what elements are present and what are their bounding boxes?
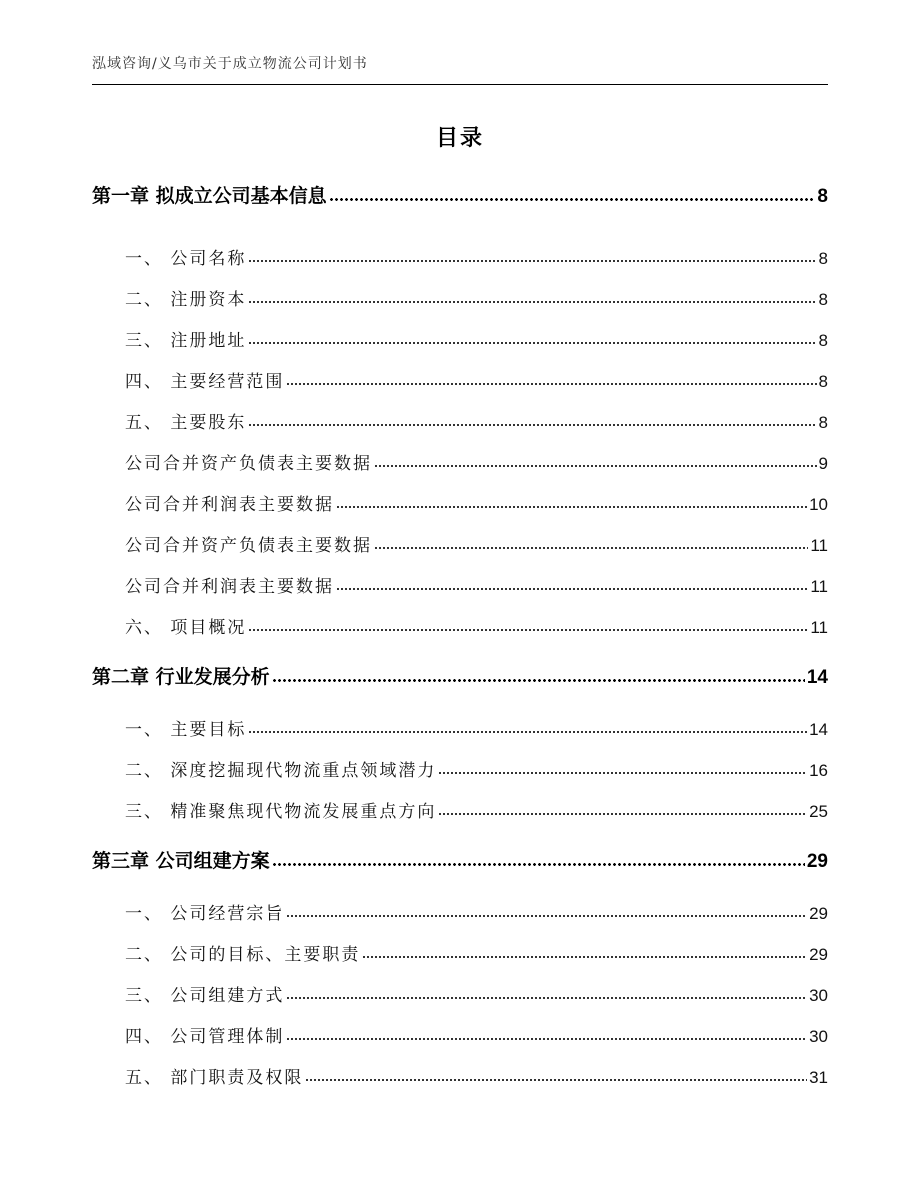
toc-entry-page: 29 xyxy=(809,904,828,923)
toc-entry-label: 一、 公司经营宗旨 xyxy=(125,904,285,924)
toc-entry-label: 第一章 拟成立公司基本信息 xyxy=(92,185,327,207)
toc-section-logistics-potential[interactable] xyxy=(125,755,828,781)
dot-leader xyxy=(248,340,816,345)
toc-title: 目录 xyxy=(435,126,484,151)
toc-entry-label: 第三章 公司组建方案 xyxy=(92,850,270,872)
toc-entry-label: 公司合并利润表主要数据 xyxy=(125,577,334,597)
dot-leader xyxy=(248,258,816,263)
toc-entry-label: 三、 注册地址 xyxy=(125,331,247,351)
toc-chapter-3[interactable] xyxy=(92,847,828,873)
dot-leader xyxy=(305,1077,807,1082)
dot-leader xyxy=(438,770,807,775)
toc-section-balance-sheet-2[interactable] xyxy=(125,530,828,556)
toc-chapter-1[interactable] xyxy=(92,182,828,208)
toc-entry-label: 二、 注册资本 xyxy=(125,290,247,310)
dot-leader xyxy=(438,811,807,816)
toc-entry-page: 30 xyxy=(809,986,828,1005)
toc-entry-label: 五、 主要股东 xyxy=(125,413,247,433)
toc-section-shareholders[interactable] xyxy=(125,407,828,433)
toc-section-main-goals[interactable] xyxy=(125,714,828,740)
toc-section-project-overview[interactable] xyxy=(125,612,828,638)
toc-entry-label: 二、 深度挖掘现代物流重点领域潜力 xyxy=(125,761,437,781)
toc-entry-label: 四、 公司管理体制 xyxy=(125,1027,285,1047)
toc-section-balance-sheet[interactable] xyxy=(125,448,828,474)
toc-section-income-statement-2[interactable] xyxy=(125,571,828,597)
toc-entry-label: 第二章 行业发展分析 xyxy=(92,666,270,688)
toc-section-formation-method[interactable] xyxy=(125,980,828,1006)
toc-entry-label: 四、 主要经营范围 xyxy=(125,372,285,392)
dot-leader xyxy=(286,381,816,386)
toc-entry-page: 8 xyxy=(818,372,828,391)
toc-entry-page: 29 xyxy=(809,945,828,964)
toc-entry-page: 8 xyxy=(818,290,828,309)
toc-entry-page: 10 xyxy=(809,495,828,514)
toc-entry-page: 11 xyxy=(810,536,828,555)
toc-entry-page: 8 xyxy=(818,413,828,432)
toc-entry-label: 公司合并资产负债表主要数据 xyxy=(125,536,372,556)
dot-leader xyxy=(362,954,807,959)
toc-chapter-2[interactable] xyxy=(92,663,828,689)
toc-entry-page: 8 xyxy=(818,249,828,268)
toc-entry-label: 公司合并利润表主要数据 xyxy=(125,495,334,515)
dot-leader xyxy=(336,586,808,591)
toc-entry-label: 六、 项目概况 xyxy=(125,618,247,638)
toc-section-management-system[interactable] xyxy=(125,1021,828,1047)
dot-leader xyxy=(248,422,816,427)
toc-entry-label: 一、 公司名称 xyxy=(125,249,247,269)
toc-section-company-name[interactable] xyxy=(125,243,828,269)
toc-entry-page: 8 xyxy=(818,331,828,350)
toc-entry-label: 公司合并资产负债表主要数据 xyxy=(125,454,372,474)
toc-entry-label: 三、 公司组建方式 xyxy=(125,986,285,1006)
toc-section-business-purpose[interactable] xyxy=(125,898,828,924)
toc-entry-label: 五、 部门职责及权限 xyxy=(125,1068,304,1088)
toc-section-department-duties[interactable] xyxy=(125,1062,828,1088)
dot-leader xyxy=(286,995,807,1000)
toc-entry-page: 11 xyxy=(810,618,828,637)
header-divider xyxy=(92,84,828,85)
dot-leader xyxy=(374,463,817,468)
dot-leader xyxy=(286,913,807,918)
running-header: 泓域咨询/义乌市关于成立物流公司计划书 xyxy=(92,56,368,72)
toc-entry-label: 一、 主要目标 xyxy=(125,720,247,740)
toc-entry-page: 16 xyxy=(809,761,828,780)
toc-entry-page: 14 xyxy=(806,667,828,688)
toc-entry-page: 30 xyxy=(809,1027,828,1046)
dot-leader xyxy=(329,197,816,202)
toc-section-business-scope[interactable] xyxy=(125,366,828,392)
toc-section-registered-capital[interactable] xyxy=(125,284,828,310)
dot-leader xyxy=(336,504,807,509)
toc-entry-page: 29 xyxy=(806,851,828,872)
dot-leader xyxy=(272,678,805,683)
toc-section-goals-duties[interactable] xyxy=(125,939,828,965)
toc-entry-page: 9 xyxy=(818,454,828,473)
toc-entry-page: 14 xyxy=(809,720,828,739)
toc-entry-page: 31 xyxy=(809,1068,828,1087)
dot-leader xyxy=(272,862,805,867)
toc-entry-label: 二、 公司的目标、主要职责 xyxy=(125,945,361,965)
toc-section-logistics-direction[interactable] xyxy=(125,796,828,822)
dot-leader xyxy=(248,627,808,632)
toc-section-registered-address[interactable] xyxy=(125,325,828,351)
toc-entry-page: 11 xyxy=(810,577,828,596)
toc-section-income-statement[interactable] xyxy=(125,489,828,515)
dot-leader xyxy=(374,545,808,550)
dot-leader xyxy=(248,299,816,304)
toc-entry-page: 25 xyxy=(809,802,828,821)
dot-leader xyxy=(286,1036,807,1041)
toc-entry-label: 三、 精准聚焦现代物流发展重点方向 xyxy=(125,802,437,822)
toc-entry-page: 8 xyxy=(817,186,828,207)
dot-leader xyxy=(248,729,807,734)
